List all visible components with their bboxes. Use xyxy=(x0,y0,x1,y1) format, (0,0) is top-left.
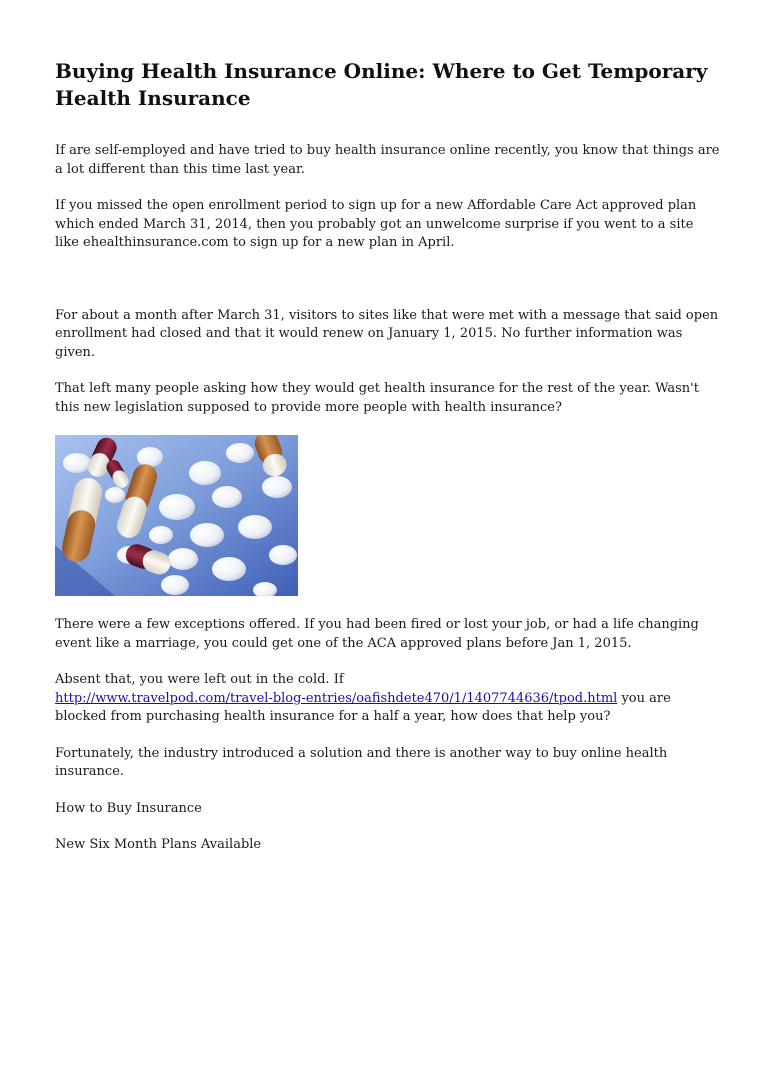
spacer xyxy=(55,271,720,307)
heading-how-to-buy: How to Buy Insurance xyxy=(55,800,202,816)
travelpod-link[interactable]: http://www.travelpod.com/travel-blog-entries/oafishdete470/1/1407744636/tpod.html xyxy=(55,690,618,706)
paragraph-solution: Fortunately, the industry introduced a solution and there is another way to buy online health insurance. xyxy=(55,745,668,779)
document-page xyxy=(55,58,720,873)
paragraph-question: That left many people asking how they would get health insurance for the rest of the year. Wasn't this new legislation supposed to provide more people with health insurance? xyxy=(55,381,699,415)
paragraph-intro: If are self-employed and have tried to buy health insurance online recently, you know that things are a lot different than this time last year. xyxy=(55,143,720,177)
heading-six-month-plans: New Six Month Plans Available xyxy=(55,837,262,852)
paragraph-left-out-tail: you are blocked from purchasing health insurance for a half a year, how does that help you? xyxy=(55,690,671,724)
pills-photo xyxy=(55,435,298,596)
paragraph-enrollment-closed: For about a month after March 31, visitors to sites like that were met with a message that said open enrollment had closed and that it would renew on January 1, 2015. No further information was given. xyxy=(55,307,719,360)
paragraph-left-out xyxy=(55,671,720,727)
paragraph-exceptions: There were a few exceptions offered. If you had been fired or lost your job, or had a life changing event like a marriage, you could get one of the ACA approved plans before Jan 1, 2015. xyxy=(55,617,699,651)
paragraph-open-enrollment: If you missed the open enrollment period to sign up for a new Affordable Care Act approved plan which ended March 31, 2014, then you probably got an unwelcome surprise if you went to a site like ehealthinsurance.com to sign up for a new plan in April. xyxy=(55,198,697,250)
paragraph-left-out-text: Absent that, you were left out in the cold. If xyxy=(55,672,344,687)
article-title: Buying Health Insurance Online: Where to Get Temporary Health Insurance xyxy=(55,59,708,110)
